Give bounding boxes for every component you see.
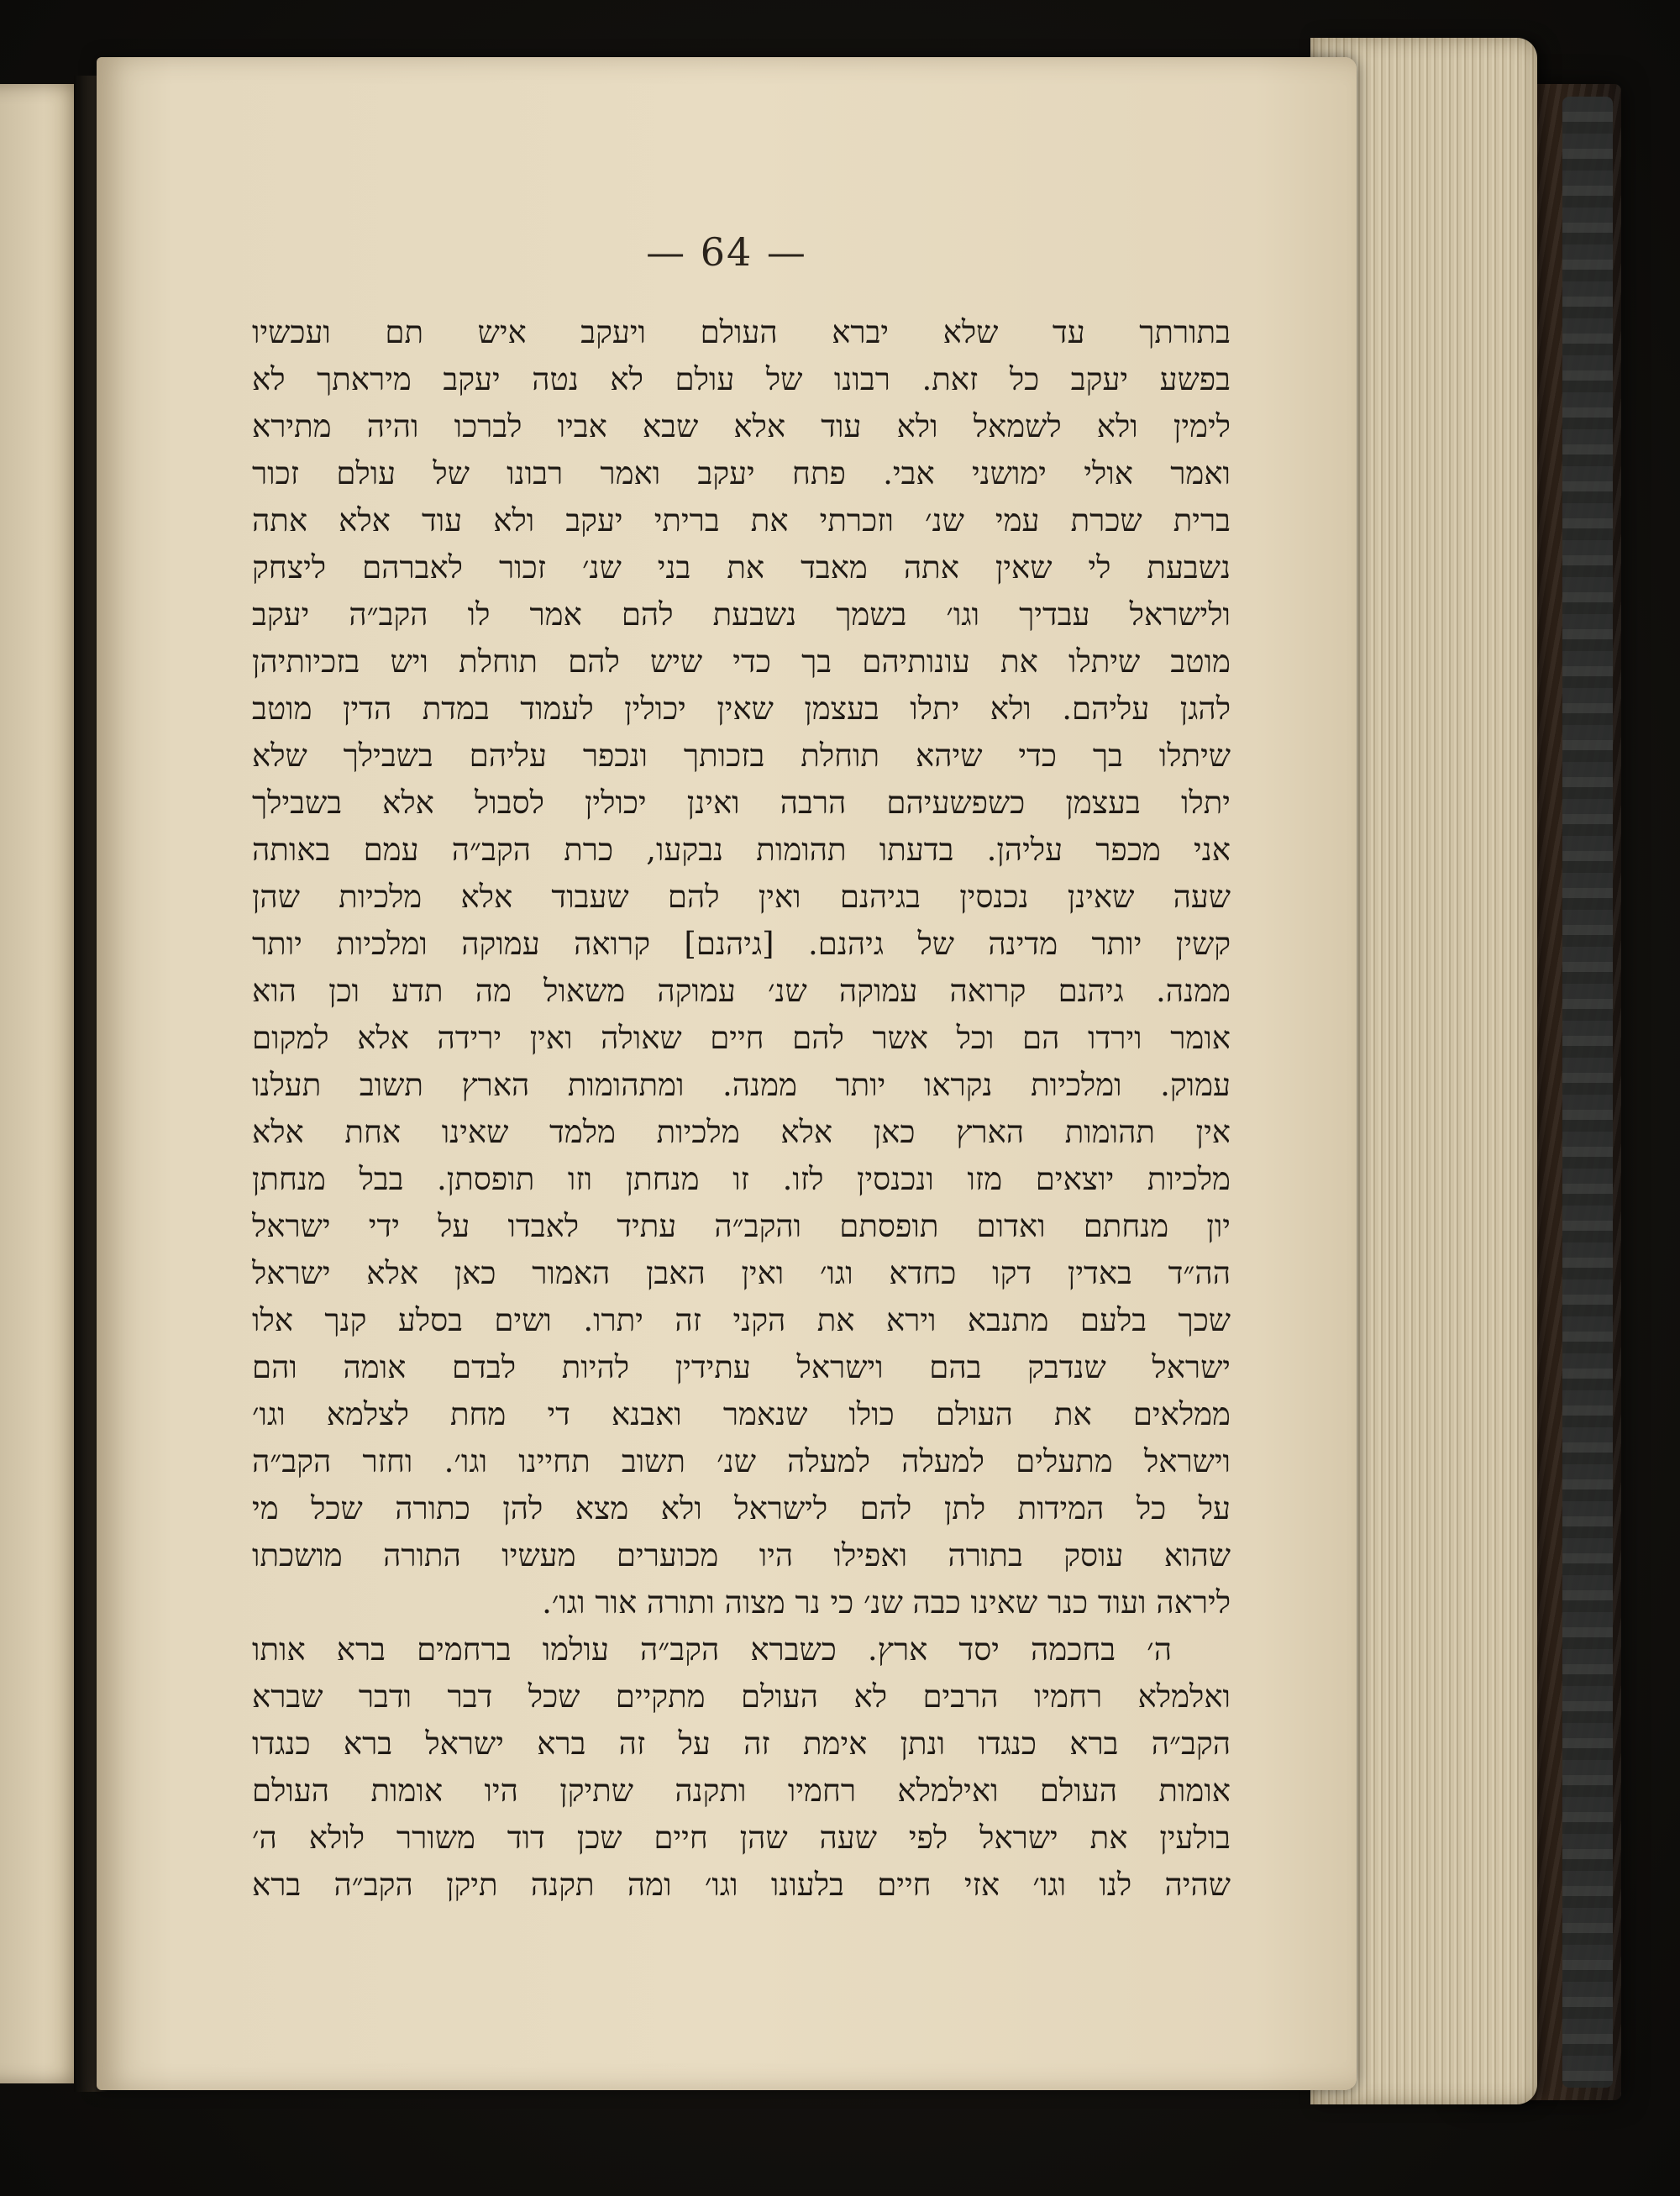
text-line: לימין ולא לשמאל ולא עוד אלא שבא אביו לברכו והיה מתירא bbox=[252, 408, 1231, 444]
text-line: ישראל שנדבק בהם וישראל עתידין להיות לבדם אומה והם bbox=[252, 1349, 1231, 1385]
book-page bbox=[97, 57, 1357, 2090]
text-line: ה׳ בחכמה יסד ארץ. כשברא הקב״ה עולמו ברחמים ברא אותו bbox=[252, 1631, 1172, 1668]
text-line: ממלאים את העולם כולו שנאמר ואבנא די מחת לצלמא וגו׳ bbox=[252, 1396, 1231, 1432]
book-spine-band bbox=[1562, 97, 1613, 2088]
left-facing-page bbox=[0, 84, 84, 2083]
text-line: הקב״ה ברא כנגדו ונתן אימת זה על זה ברא ישראל ברא כנגדו bbox=[252, 1726, 1231, 1762]
text-line: מוטב שיתלו את עונותיהם בך כדי שיש להם תוחלת ויש בזכיותיהן bbox=[252, 644, 1231, 680]
text-line: אני מכפר עליהן. בדעתו תהומות נבקעו, כרת הקב״ה עמם באותה bbox=[252, 832, 1231, 868]
text-line: ליראה ועוד כנר שאינו כבה שנ׳ כי נר מצוה ותורה אור וגו׳. bbox=[542, 1584, 1231, 1621]
text-line: ממנה. גיהנם קרואה עמוקה שנ׳ עמוקה משאול מה תדע וכן הוא bbox=[252, 973, 1231, 1009]
text-line: שיתלו בך כדי שיהא תוחלת בזכותך ונכפר עליהם בשבילך שלא bbox=[252, 738, 1231, 774]
text-line: בולעין את ישראל לפי שעה שהן חיים שכן דוד משורר לולא ה׳ bbox=[252, 1820, 1231, 1856]
text-line: בפשע יעקב כל זאת. רבונו של עולם לא נטה יעקב מיראתך לא bbox=[252, 361, 1231, 397]
text-line: מלכיות יוצאים מזו ונכנסין לזו. זו מנחתן וזו תופסתן. בבל מנחתן bbox=[252, 1161, 1231, 1197]
text-line: ולישראל עבדיך וגו׳ בשמך נשבעת להם אמר לו הקב״ה יעקב bbox=[252, 596, 1231, 633]
text-line: יתלו בעצמן כשפשעיהם הרבה ואינן יכולין לסבול אלא בשבילך bbox=[252, 785, 1231, 821]
text-line: אין תהומות הארץ כאן אלא מלכיות מלמד שאינו אחת אלא bbox=[252, 1114, 1231, 1150]
text-line: ואמר אולי ימושני אבי. פתח יעקב ואמר רבונו של עולם זכור bbox=[252, 455, 1231, 491]
text-line: אומר וירדו הם וכל אשר להם חיים שאולה ואין ירידה אלא למקום bbox=[252, 1020, 1231, 1056]
text-line: שעה שאינן נכנסין בגיהנם ואין להם שעבוד אלא מלכיות שהן bbox=[252, 879, 1231, 915]
text-line: נשבעת לי שאין אתה מאבד את בני שנ׳ זכור לאברהם ליצחק bbox=[252, 549, 1231, 586]
text-line: הה״ד באדין דקו כחדא וגו׳ ואין האבן האמור כאן אלא ישראל bbox=[252, 1255, 1231, 1291]
text-line: ואלמלא רחמיו הרבים לא העולם מתקיים שכל דבר ודבר שברא bbox=[252, 1679, 1231, 1715]
text-line: יון מנחתם ואדום תופסתם והקב״ה עתיד לאבדו על ידי ישראל bbox=[252, 1208, 1231, 1244]
text-line: קשין יותר מדינה של גיהנם. [גיהנם] קרואה עמוקה ומלכיות יותר bbox=[252, 926, 1231, 962]
text-line: ברית שכרת עמי שנ׳ וזכרתי את בריתי יעקב ולא עוד אלא אתה bbox=[252, 502, 1231, 538]
page-number: — 64 — bbox=[646, 229, 807, 275]
text-line: על כל המידות לתן להם לישראל ולא מצא להן כתורה שכל מי bbox=[252, 1490, 1231, 1526]
hebrew-text-block bbox=[252, 309, 1231, 1909]
text-line: שהיה לנו וגו׳ אזי חיים בלעונו וגו׳ ומה תקנה תיקן הקב״ה ברא bbox=[252, 1867, 1231, 1903]
text-line: עמוק. ומלכיות נקראו יותר ממנה. ומתהומות הארץ תשוב תעלנו bbox=[252, 1067, 1231, 1103]
text-line: וישראל מתעלים למעלה למעלה שנ׳ תשוב תחיינו וגו׳. וחזר הקב״ה bbox=[252, 1443, 1231, 1479]
text-line: אומות העולם ואילמלא רחמיו ותקנה שתיקן היו אומות העולם bbox=[252, 1773, 1231, 1809]
text-line: בתורתך עד שלא יברא העולם ויעקב איש תם ועכשיו bbox=[252, 314, 1231, 350]
text-line: להגן עליהם. ולא יתלו בעצמן שאין יכולין לעמוד במדת הדין מוטב bbox=[252, 691, 1231, 727]
text-line: שהוא עוסק בתורה ואפילו היו מכוערים מעשיו התורה מושכתו bbox=[252, 1537, 1231, 1573]
text-line: שכך בלעם מתנבא וירא את הקני זה יתרו. ושים בסלע קנך אלו bbox=[252, 1302, 1231, 1338]
